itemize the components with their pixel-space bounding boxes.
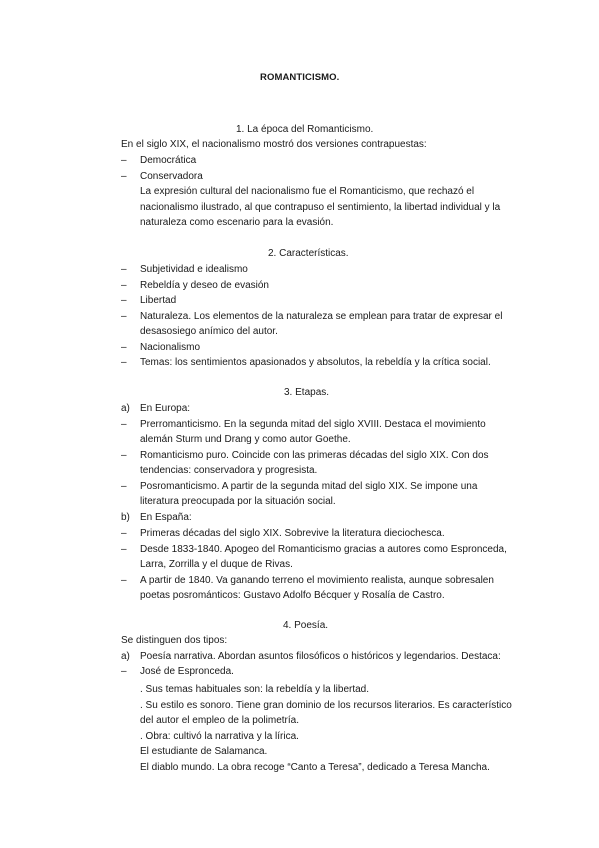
list-item: Romanticismo puro. Coincide con las primeras décadas del siglo XIX. Con dos: [140, 450, 489, 461]
section-4-intro: Se distinguen dos tipos:: [121, 635, 228, 646]
section-1-intro: En el siglo XIX, el nacionalismo mostró dos versiones contrapuestas:: [121, 139, 427, 150]
letter-marker: a): [121, 651, 130, 662]
author-name: José de Espronceda.: [140, 666, 234, 677]
section-2-heading: 2. Características.: [268, 248, 349, 259]
list-item-continuation: alemán Sturm und Drang y como autor Goethe.: [140, 434, 351, 445]
subsection-label: En España:: [140, 512, 192, 523]
list-item: Naturaleza. Los elementos de la naturaleza se emplean para tratar de expresar el: [140, 311, 503, 322]
list-item: Temas: los sentimientos apasionados y absolutos, la rebeldía y la crítica social.: [140, 357, 491, 368]
list-item-continuation: Larra, Zorrilla y el duque de Rivas.: [140, 559, 293, 570]
section-1-heading: 1. La época del Romanticismo.: [236, 124, 374, 135]
section-4-heading: 4. Poesía.: [283, 620, 329, 631]
list-item: Democrática: [140, 155, 197, 166]
bullet-marker: –: [121, 528, 127, 539]
bullet-marker: –: [121, 575, 127, 586]
bullet-marker: –: [121, 450, 127, 461]
list-item-continuation: literatura preocupada por la situación social.: [140, 496, 336, 507]
section-3-heading: 3. Etapas.: [284, 387, 330, 398]
bullet-marker: –: [121, 481, 127, 492]
work-title: El diablo mundo. La obra recoge “Canto a Teresa”, dedicado a Teresa Mancha.: [140, 762, 490, 773]
list-item: Subjetividad e idealismo: [140, 264, 248, 275]
bullet-marker: –: [121, 295, 127, 306]
bullet-marker: –: [121, 171, 127, 182]
bullet-marker: –: [121, 544, 127, 555]
list-item-continuation: del autor el empleo de la polimetría.: [140, 715, 299, 726]
list-item: A partir de 1840. Va ganando terreno el movimiento realista, aunque sobresalen: [140, 575, 494, 586]
paragraph-line: La expresión cultural del nacionalismo fue el Romanticismo, que rechazó el: [140, 186, 475, 197]
paragraph-line: naturaleza como escenario para la evasión.: [140, 217, 334, 228]
list-item: Prerromanticismo. En la segunda mitad del siglo XVIII. Destaca el movimiento: [140, 419, 486, 430]
list-item: Libertad: [140, 295, 177, 306]
list-item: Poesía narrativa. Abordan asuntos filosóficos o históricos y legendarios. Destaca:: [140, 651, 501, 662]
list-item: Nacionalismo: [140, 342, 201, 353]
bullet-marker: –: [121, 342, 127, 353]
subsection-label: En Europa:: [140, 403, 191, 414]
bullet-marker: –: [121, 666, 127, 677]
list-item: Conservadora: [140, 171, 203, 182]
list-item: Primeras décadas del siglo XIX. Sobrevive la literatura dieciochesca.: [140, 528, 445, 539]
bullet-marker: –: [121, 280, 127, 291]
list-item: Rebeldía y deseo de evasión: [140, 280, 269, 291]
list-item: . Obra: cultivó la narrativa y la lírica.: [140, 731, 299, 742]
work-title: El estudiante de Salamanca.: [140, 746, 268, 757]
list-item-continuation: tendencias: conservadora y progresista.: [140, 465, 318, 476]
paragraph-line: nacionalismo ilustrado, al que contrapuso el sentimiento, la libertad individual y la: [140, 202, 501, 213]
bullet-marker: –: [121, 419, 127, 430]
page-title: ROMANTICISMO.: [260, 72, 340, 83]
bullet-marker: –: [121, 357, 127, 368]
list-item-continuation: poetas posrománticos: Gustavo Adolfo Bécquer y Rosalía de Castro.: [140, 590, 445, 601]
letter-marker: a): [121, 403, 130, 414]
bullet-marker: –: [121, 264, 127, 275]
bullet-marker: –: [121, 311, 127, 322]
list-item: Desde 1833-1840. Apogeo del Romanticismo gracias a autores como Espronceda,: [140, 544, 507, 555]
letter-marker: b): [121, 512, 130, 523]
list-item-continuation: desasosiego anímico del autor.: [140, 326, 278, 337]
list-item: . Su estilo es sonoro. Tiene gran dominio de los recursos literarios. Es característico: [140, 700, 512, 711]
list-item: Posromanticismo. A partir de la segunda mitad del siglo XIX. Se impone una: [140, 481, 478, 492]
list-item: . Sus temas habituales son: la rebeldía y la libertad.: [140, 684, 370, 695]
bullet-marker: –: [121, 155, 127, 166]
